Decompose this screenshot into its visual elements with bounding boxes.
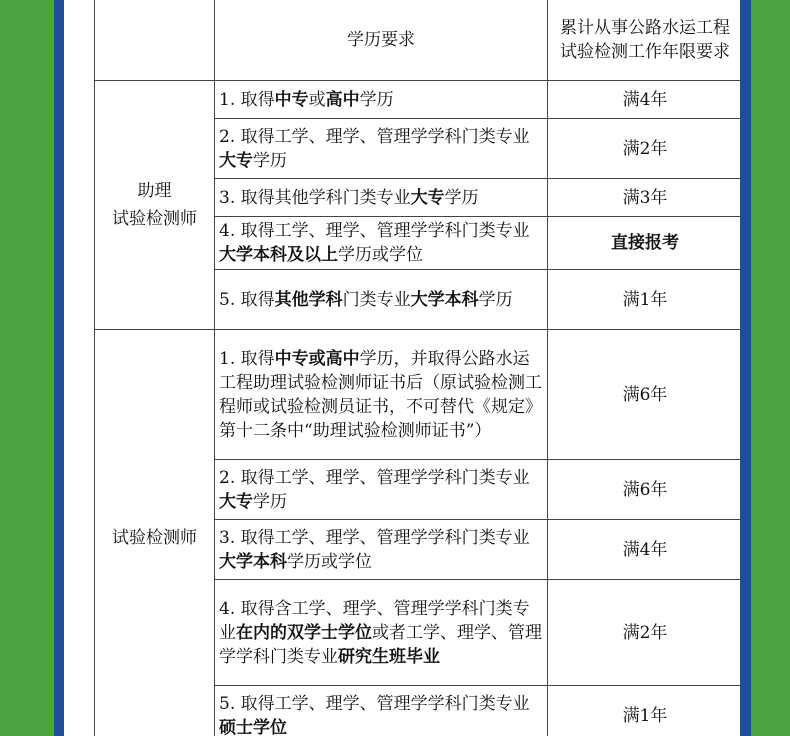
- requirement-text: 学历: [253, 150, 287, 171]
- requirement-text: 学历或学位: [338, 245, 423, 265]
- emphasis-text: 中专: [274, 89, 309, 110]
- requirement-cell: [215, 686, 548, 736]
- header-category: [95, 0, 215, 81]
- category-label: 试验检测师: [112, 527, 197, 548]
- requirement-text: 4. 取得工学、理学、管理学学科门类专业: [219, 221, 530, 241]
- requirement-text: 3. 取得其他学科门类专业: [219, 187, 411, 208]
- requirement-text: 或: [308, 89, 326, 110]
- years-cell: 满1年: [548, 686, 741, 736]
- emphasis-text: 高中: [325, 89, 360, 110]
- years-cell: 满6年: [548, 460, 741, 520]
- requirement-text: 1. 取得: [219, 89, 275, 110]
- requirement-text: 学历: [253, 491, 287, 512]
- requirement-text: 学历或学位: [287, 551, 372, 572]
- requirement-text: 或者工学、理学、管理学学科门类专业: [219, 622, 542, 667]
- requirement-text: 4. 取得含工学、理学、管理学学科门类专业: [219, 598, 530, 643]
- category-label: 助理: [137, 181, 172, 201]
- header-row: [95, 0, 741, 81]
- requirement-text: 5. 取得工学、理学、管理学学科门类专业: [219, 693, 530, 714]
- emphasis-text: 大专: [219, 150, 253, 171]
- emphasis-text: 其他学科: [274, 289, 343, 310]
- requirement-cell: [215, 460, 548, 520]
- years-cell: 满1年: [548, 270, 741, 330]
- requirement-cell: [215, 580, 548, 686]
- requirement-text: 2. 取得工学、理学、管理学学科门类专业: [219, 467, 530, 488]
- years-cell: 直接报考: [548, 217, 741, 270]
- requirement-cell: [215, 270, 548, 330]
- emphasis-text: 研究生班毕业: [338, 646, 440, 667]
- category-label-line2: 试验检测师: [112, 209, 197, 229]
- table-row: [95, 81, 741, 119]
- requirement-cell: [215, 330, 548, 460]
- document-sheet: [64, 0, 740, 736]
- table-body: [95, 81, 741, 736]
- emphasis-text: 大学本科及以上: [219, 245, 338, 265]
- header-requirement: 学历要求: [215, 0, 548, 81]
- requirement-text: 学历: [444, 187, 479, 208]
- requirement-cell: [215, 179, 548, 217]
- emphasis-text: 大专: [219, 491, 253, 512]
- requirement-cell: [215, 119, 548, 179]
- header-years: 累计从事公路水运工程试验检测工作年限要求: [548, 0, 741, 81]
- emphasis-text: 硕士学位: [219, 717, 287, 736]
- emphasis-text: 大学本科: [219, 551, 287, 572]
- emphasis-text: 大专: [410, 187, 445, 208]
- requirements-table: [94, 0, 740, 736]
- requirement-cell: [215, 520, 548, 580]
- requirement-text: 学历，并取得公路水运工程助理试验检测师证书后（原试验检测工程师或试验检测员证书，不可替代《规定》第十二条中“助理试验检测师证书”）: [219, 348, 542, 441]
- requirement-text: 学历: [359, 89, 394, 110]
- emphasis-text: 中专或高中: [274, 348, 360, 369]
- requirement-text: 2. 取得工学、理学、管理学学科门类专业: [219, 126, 530, 147]
- table-row: [95, 330, 741, 460]
- emphasis-text: 在内的双学士学位: [236, 622, 372, 643]
- years-cell: 满2年: [548, 119, 741, 179]
- years-cell: 满4年: [548, 520, 741, 580]
- requirement-cell: [215, 217, 548, 270]
- category-cell: [95, 330, 215, 736]
- requirement-text: 5. 取得: [219, 289, 275, 310]
- years-cell: 满2年: [548, 580, 741, 686]
- requirement-text: 学历: [478, 289, 513, 310]
- emphasis-text: 大学本科: [410, 289, 479, 310]
- requirement-text: 3. 取得工学、理学、管理学学科门类专业: [219, 527, 530, 548]
- requirement-text: 门类专业: [342, 289, 411, 310]
- requirement-text: 1. 取得: [219, 348, 275, 369]
- years-cell: 满4年: [548, 81, 741, 119]
- category-cell: [95, 81, 215, 330]
- requirement-cell: [215, 81, 548, 119]
- years-cell: 满6年: [548, 330, 741, 460]
- years-cell: 满3年: [548, 179, 741, 217]
